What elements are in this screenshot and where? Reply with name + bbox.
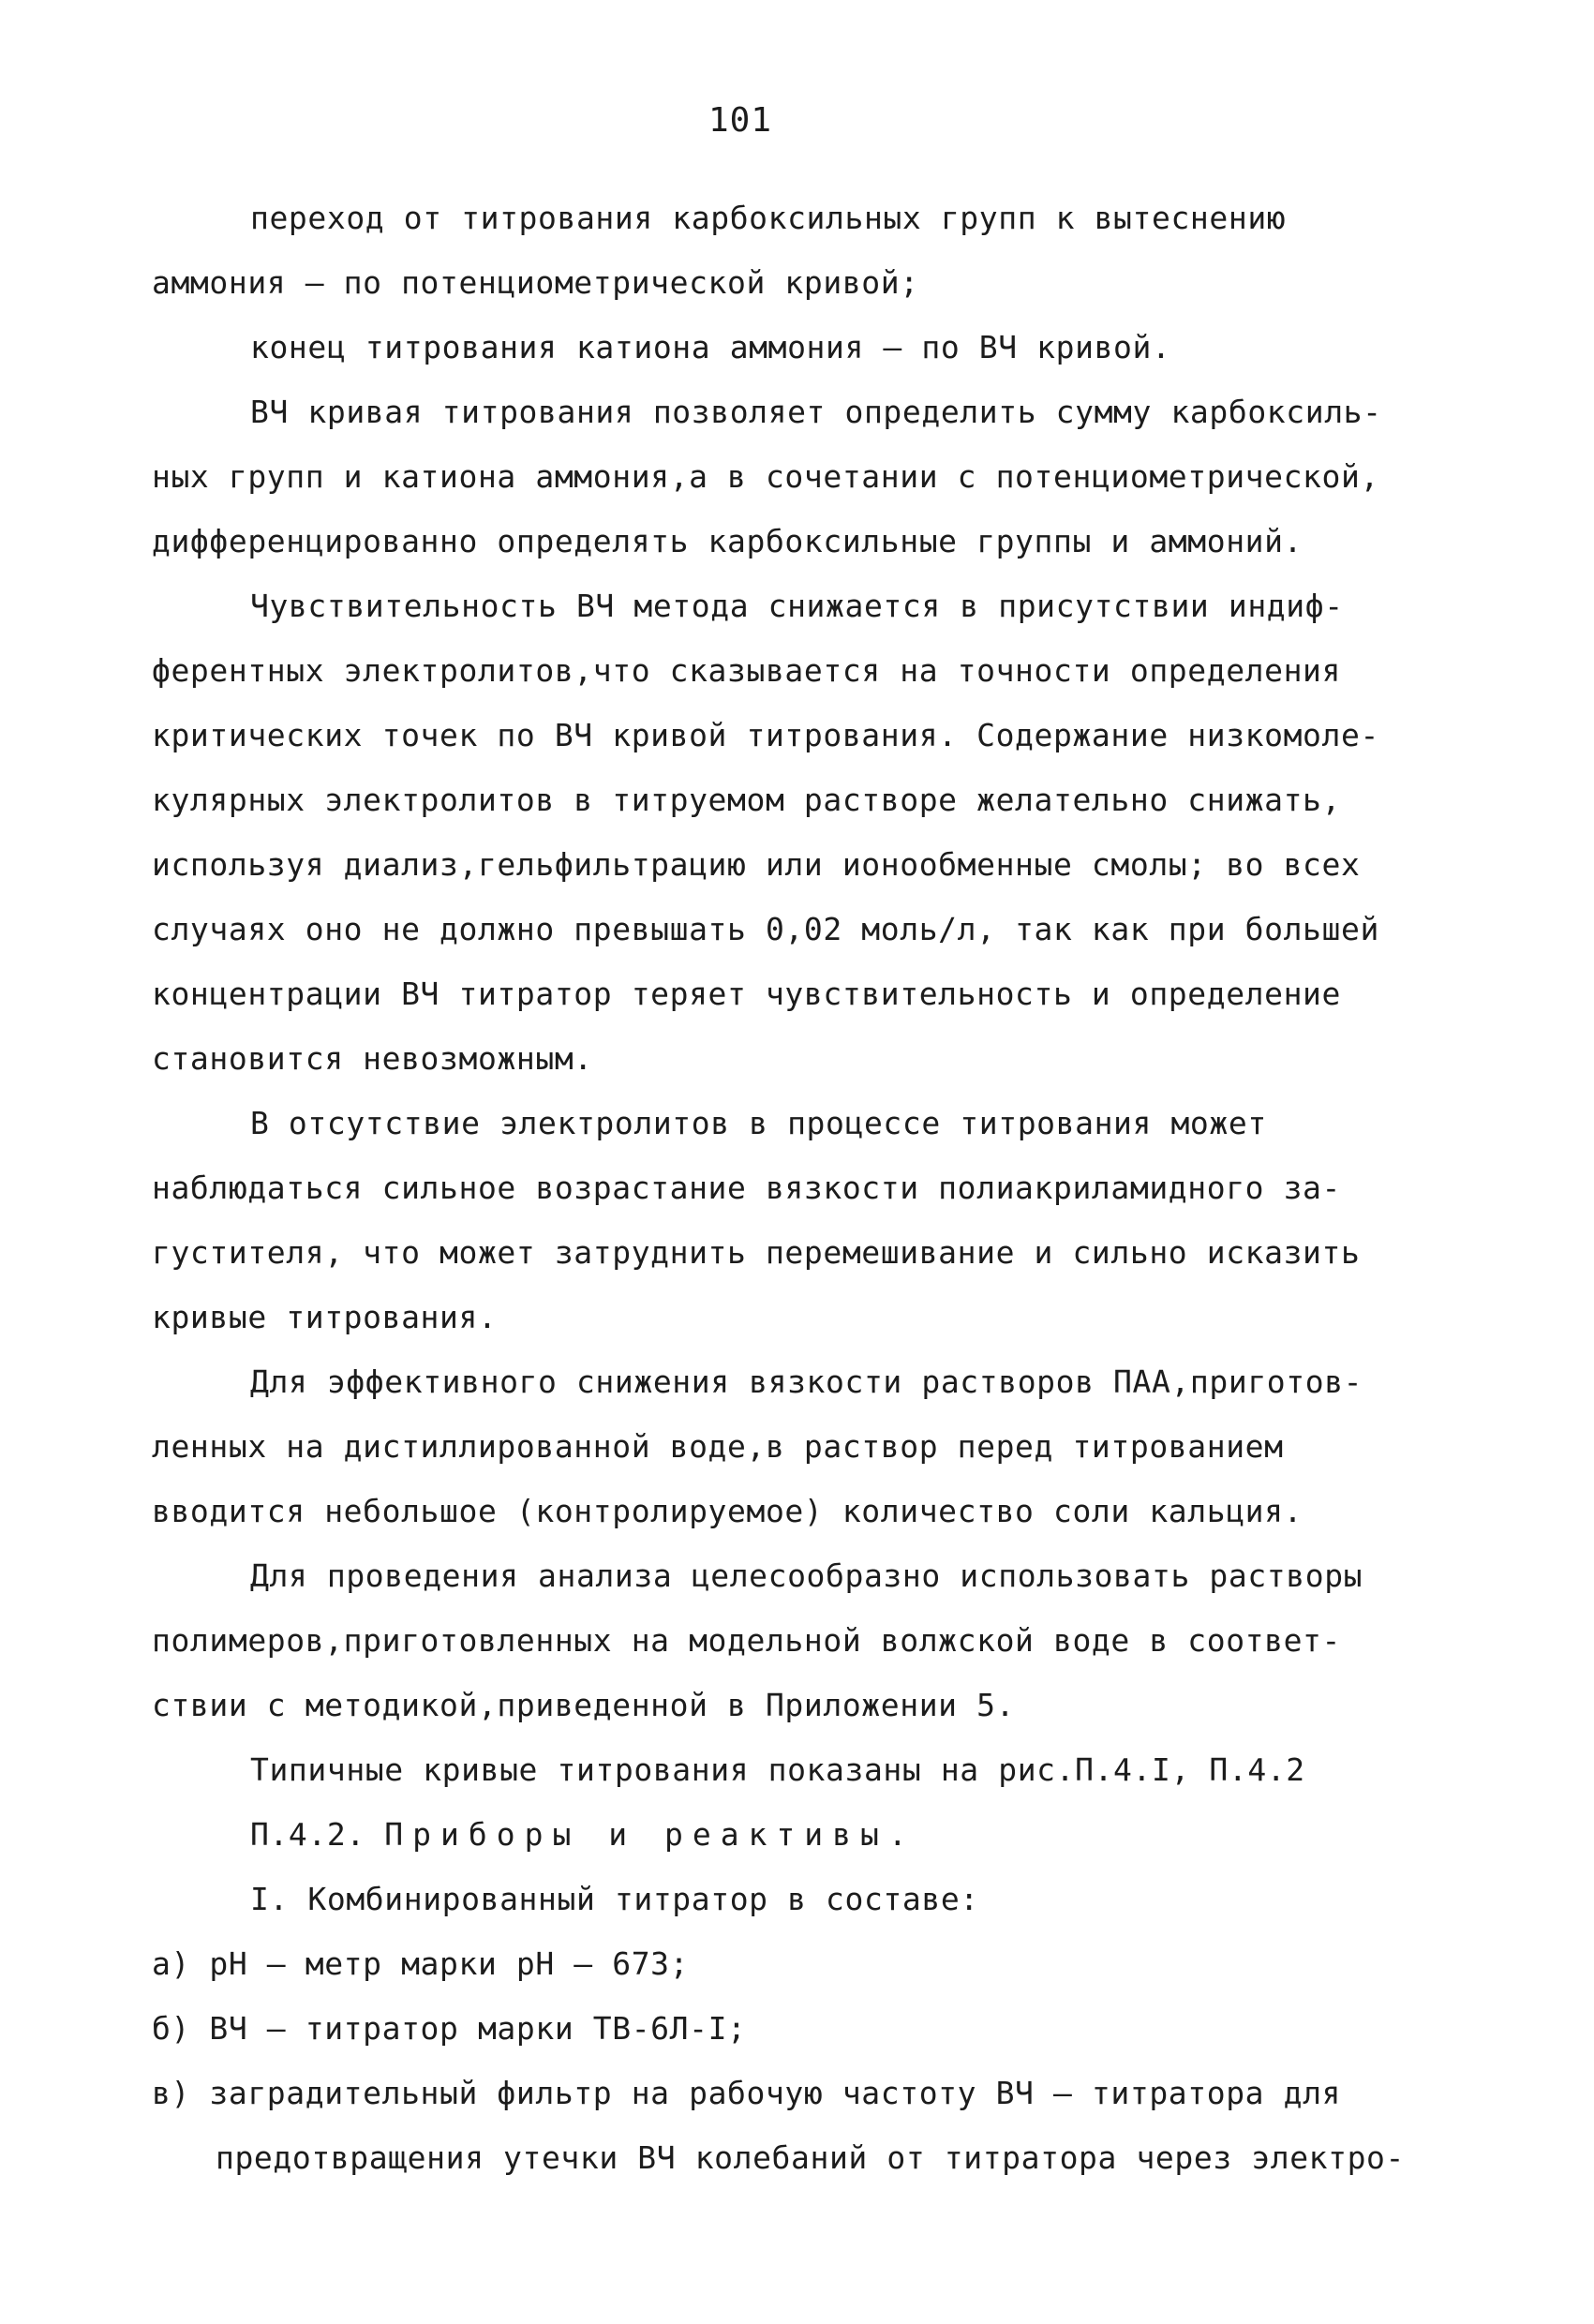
- text-line: ленных на дистиллированной воде,в раствор перед титрованием: [152, 1428, 1284, 1465]
- text-line: Типичные кривые титрования показаны на рис.П.4.I, П.4.2: [250, 1751, 1305, 1788]
- list-item-continuation: предотвращения утечки ВЧ колебаний от титратора через электро-: [216, 2139, 1405, 2176]
- list-marker: а): [152, 1945, 190, 1982]
- text-line: концентрации ВЧ титратор теряет чувствительность и определение: [152, 976, 1341, 1012]
- text-line: полимеров,приготовленных на модельной волжской воде в соответ-: [152, 1622, 1341, 1659]
- text-line: Для эффективного снижения вязкости растворов ПАА,приготов-: [250, 1363, 1363, 1400]
- text-line: дифференцированно определять карбоксильные группы и аммоний.: [152, 523, 1304, 559]
- list-item: [152, 2061, 1464, 2125]
- text-line: аммония – по потенциометрической кривой;: [152, 264, 919, 301]
- text-line: густителя, что может затруднить перемешивание и сильно исказить: [152, 1234, 1361, 1271]
- list-item: [152, 1931, 1464, 1996]
- text-line: переход от титрования карбоксильных групп к вытеснению: [250, 200, 1287, 236]
- text-line: наблюдаться сильное возрастание вязкости полиакриламидного за-: [152, 1169, 1341, 1206]
- section-number: П.4.2.: [250, 1816, 365, 1853]
- text-line: кулярных электролитов в титруемом растворе желательно снижать,: [152, 782, 1341, 818]
- text-line: ВЧ кривая титрования позволяет определить сумму карбоксиль-: [250, 394, 1382, 430]
- list-item-text: ВЧ – титратор марки ТВ-6Л-I;: [209, 2010, 747, 2047]
- text-line: случаях оно не должно превышать 0,02 моль/л, так как при большей: [152, 911, 1379, 947]
- section-title: Приборы и реактивы.: [384, 1816, 916, 1853]
- list-item-text: рН – метр марки рН – 673;: [209, 1945, 690, 1982]
- list-heading: I. Комбинированный титратор в составе:: [250, 1881, 979, 1917]
- text-line: В отсутствие электролитов в процессе титрования может: [250, 1105, 1267, 1141]
- text-line: конец титрования катиона аммония – по ВЧ кривой.: [250, 329, 1171, 365]
- text-line: становится невозможным.: [152, 1040, 593, 1077]
- list-item-text: заградительный фильтр на рабочую частоту ВЧ – титратора для: [209, 2075, 1341, 2111]
- text-line: Для проведения анализа целесообразно использовать растворы: [250, 1557, 1363, 1594]
- section-heading: [152, 1802, 1464, 1867]
- page-number: 101: [708, 101, 773, 140]
- text-line: кривые титрования.: [152, 1299, 498, 1335]
- text-line: используя диализ,гельфильтрацию или ионообменные смолы; во всех: [152, 846, 1361, 883]
- list-item: [152, 1996, 1464, 2061]
- text-line: ферентных электролитов,что сказывается на точности определения: [152, 652, 1341, 689]
- list-marker: б): [152, 2010, 190, 2047]
- text-line: Чувствительность ВЧ метода снижается в присутствии индиф-: [250, 588, 1344, 624]
- text-line: ных групп и катиона аммония,а в сочетании с потенциометрической,: [152, 458, 1379, 495]
- text-line: вводится небольшое (контролируемое) количество соли кальция.: [152, 1493, 1304, 1529]
- text-line: критических точек по ВЧ кривой титрования. Содержание низкомоле-: [152, 717, 1379, 753]
- text-line: ствии с методикой,приведенной в Приложении 5.: [152, 1687, 1016, 1723]
- list-marker: в): [152, 2075, 190, 2111]
- body-text: [152, 186, 1464, 2190]
